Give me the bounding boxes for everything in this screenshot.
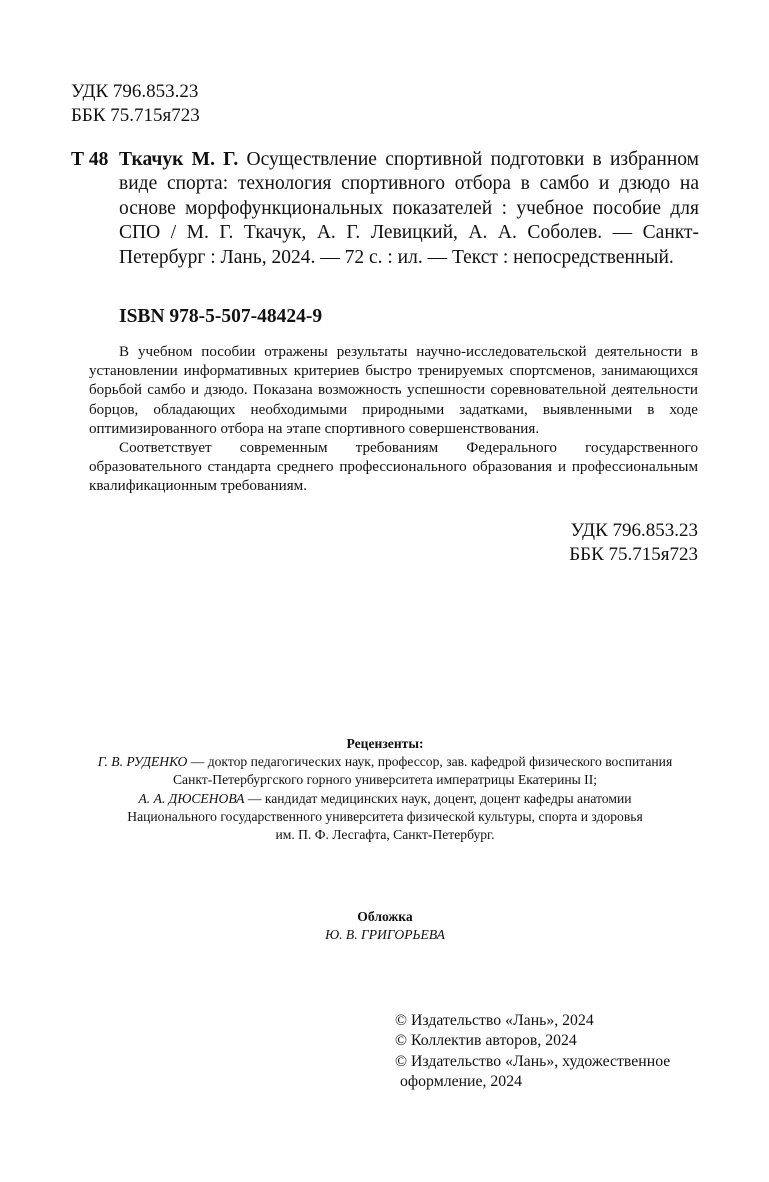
reviewer-2-desc-2: Национального государственного университета физической культуры, спорта и здоровья [127, 808, 643, 824]
copyright-line-1: © Издательство «Лань», 2024 [395, 1012, 594, 1029]
reviewer-2-line-1 [40, 790, 730, 808]
annotation-paragraph-1: В учебном пособии отражены результаты научно-исследовательской деятельности в установлении информативных критериев быстро тренируемых спортсменов, занимающихся борьбой самбо и дзюдо. Показана возможность успешности соревновательной деятельности борцов, обладающих необходимыми природными задатками, выявленными в ходе оптимизированного отбора на этапе спортивного совершенствования. [89, 344, 698, 437]
reviewers-block [40, 735, 730, 844]
author-mark-code: Т 48 [71, 149, 109, 170]
cover-credit [200, 908, 570, 944]
bibliographic-body: Осуществление спортивной подготовки в избранном виде спорта: технология спортивного отбора в самбо и дзюдо на основе морфофункциональных показателей : учебное пособие для СПО / М. Г. Ткачук, А. Г. Левицкий, А. А. Соболев. — Санкт-Петербург : Лань, 2024. — 72 с. : ил. — Текст : непосредственный. [119, 149, 700, 268]
author-name: Ткачук М. Г. [119, 149, 239, 170]
annotation-paragraph-2: Соответствует современным требованиям Федерального государственного образовательного стандарта среднего профессионального образования и профессиональным квалификационным требованиям. [89, 440, 698, 495]
bibliographic-description [119, 148, 699, 270]
top-bbk-code: ББК 75.715я723 [71, 105, 200, 126]
copyright-line-2: © Коллектив авторов, 2024 [395, 1032, 577, 1050]
bottom-udk-code: УДК 796.853.23 [570, 520, 698, 541]
reviewer-1-line-1 [40, 753, 730, 771]
reviewer-1-name: Г. В. РУДЕНКО [97, 754, 188, 770]
annotation [89, 343, 698, 497]
bottom-bbk-code: ББК 75.715я723 [569, 544, 698, 565]
copyright-line-4: оформление, 2024 [400, 1072, 522, 1090]
top-classification-codes [71, 80, 200, 128]
top-udk-code: УДК 796.853.23 [71, 81, 199, 102]
isbn: ISBN 978-5-507-48424-9 [119, 306, 323, 327]
reviewer-2-desc-3: им. П. Ф. Лесгафта, Санкт-Петербург. [275, 827, 495, 843]
reviewer-2-desc-1: — кандидат медицинских наук, доцент, доцент кафедры анатомии [244, 790, 632, 806]
reviewer-2-name: А. А. ДЮСЕНОВА [138, 790, 245, 806]
bottom-classification-codes [400, 519, 698, 567]
reviewer-1-desc-1: — доктор педагогических наук, профессор, зав. кафедрой физического воспитания [187, 754, 673, 770]
copyright-block [395, 1011, 725, 1092]
cover-designer: Ю. В. ГРИГОРЬЕВА [325, 927, 445, 943]
reviewers-heading: Рецензенты: [346, 736, 424, 751]
copyright-line-3: © Издательство «Лань», художественное [395, 1052, 671, 1070]
cover-heading: Обложка [357, 909, 413, 924]
reviewer-1-desc-2: Санкт-Петербургского горного университета императрицы Екатерины II; [172, 772, 598, 788]
